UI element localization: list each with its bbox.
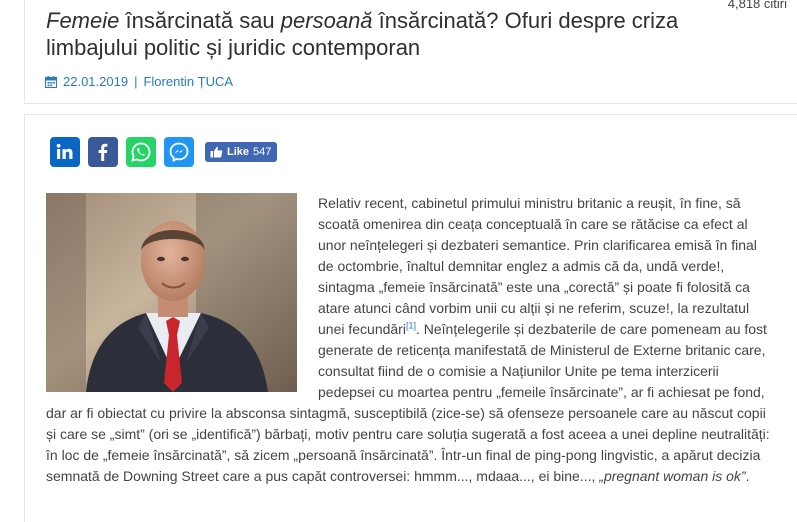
messenger-share-button[interactable] bbox=[164, 137, 194, 167]
linkedin-icon bbox=[55, 142, 75, 162]
author-link[interactable]: Florentin ȚUCA bbox=[143, 74, 234, 89]
messenger-icon bbox=[168, 141, 190, 163]
facebook-like-button[interactable] bbox=[205, 142, 277, 162]
footnote-link[interactable]: [1] bbox=[405, 320, 416, 331]
share-bar bbox=[50, 137, 277, 167]
whatsapp-icon bbox=[130, 141, 152, 163]
paragraph-text-2: . Neînțelegerile și dezbaterile de care pomeneam au fost generate de reticența manifestată de Ministerul de Externe britanic care, consultat fiind de o comisie a Națiunilor Unite pe tema interzicerii pedepsei cu moartea pentru „femeile însărcinate”, ar fi achiesat pe fond, dar ar fi obiectat cu privire la absconsa sintagmă, susceptibilă (zice-se) să ofenseze persoanele care au născut copii și care se „simt” (ori se „identifică”) bărbați, motiv pentru care soluția sugerată a fost aceea a unei depline neutralități: în loc de „femeie însărcinată”, să zicem „persoană însărcinată”. Într-un final de ping-pong lingvistic, a apărut decizia semnată de Downing Street care a pus capăt controversei: hmmm..., mdaaa..., ei bine..., bbox=[46, 321, 770, 484]
calendar-icon bbox=[45, 76, 57, 88]
paragraph-text-1: Relativ recent, cabinetul primului ministru britanic a reușit, în fine, să scoată omenirea din ceața conceptuală în care se rătăcise ca efect al unor neînțelegeri și dezbateri semantice. Prin clarificarea emisă în final de octombrie, înaltul demnitar englez a admis că da, undă verde!, sintagma „femeie însărcinată” este una „corectă” și poate fi folosită ca atare atunci când vorbim unii cu alții și ne referim, scuze!, la rezultatul unei fecundări bbox=[318, 195, 757, 337]
thumbs-up-icon bbox=[210, 146, 223, 158]
meta-separator: | bbox=[134, 74, 138, 89]
article-header bbox=[24, 0, 797, 104]
title-text-a: însărcinată sau bbox=[119, 8, 281, 33]
article-body-card bbox=[24, 114, 797, 522]
read-count: 4,818 citiri bbox=[727, 0, 787, 11]
title-text-b: însărcinată? Ofuri despre criza limbajului politic și juridic contemporan bbox=[46, 8, 679, 60]
paragraph-text-3: . bbox=[745, 468, 750, 484]
whatsapp-share-button[interactable] bbox=[126, 137, 156, 167]
like-label: Like bbox=[227, 146, 250, 158]
paragraph-quote: „pregnant woman is ok” bbox=[599, 468, 746, 484]
like-count: 547 bbox=[253, 146, 272, 158]
title-italic-person: persoană bbox=[280, 8, 373, 33]
facebook-icon bbox=[93, 142, 113, 162]
article-date: 22.01.2019 bbox=[63, 74, 129, 89]
article-text bbox=[46, 193, 776, 487]
title-italic-woman: Femeie bbox=[46, 8, 120, 33]
linkedin-share-button[interactable] bbox=[50, 137, 80, 167]
photo-float-space bbox=[46, 193, 318, 392]
facebook-share-button[interactable] bbox=[88, 137, 118, 167]
article-meta bbox=[45, 74, 233, 89]
article-title bbox=[46, 7, 686, 61]
